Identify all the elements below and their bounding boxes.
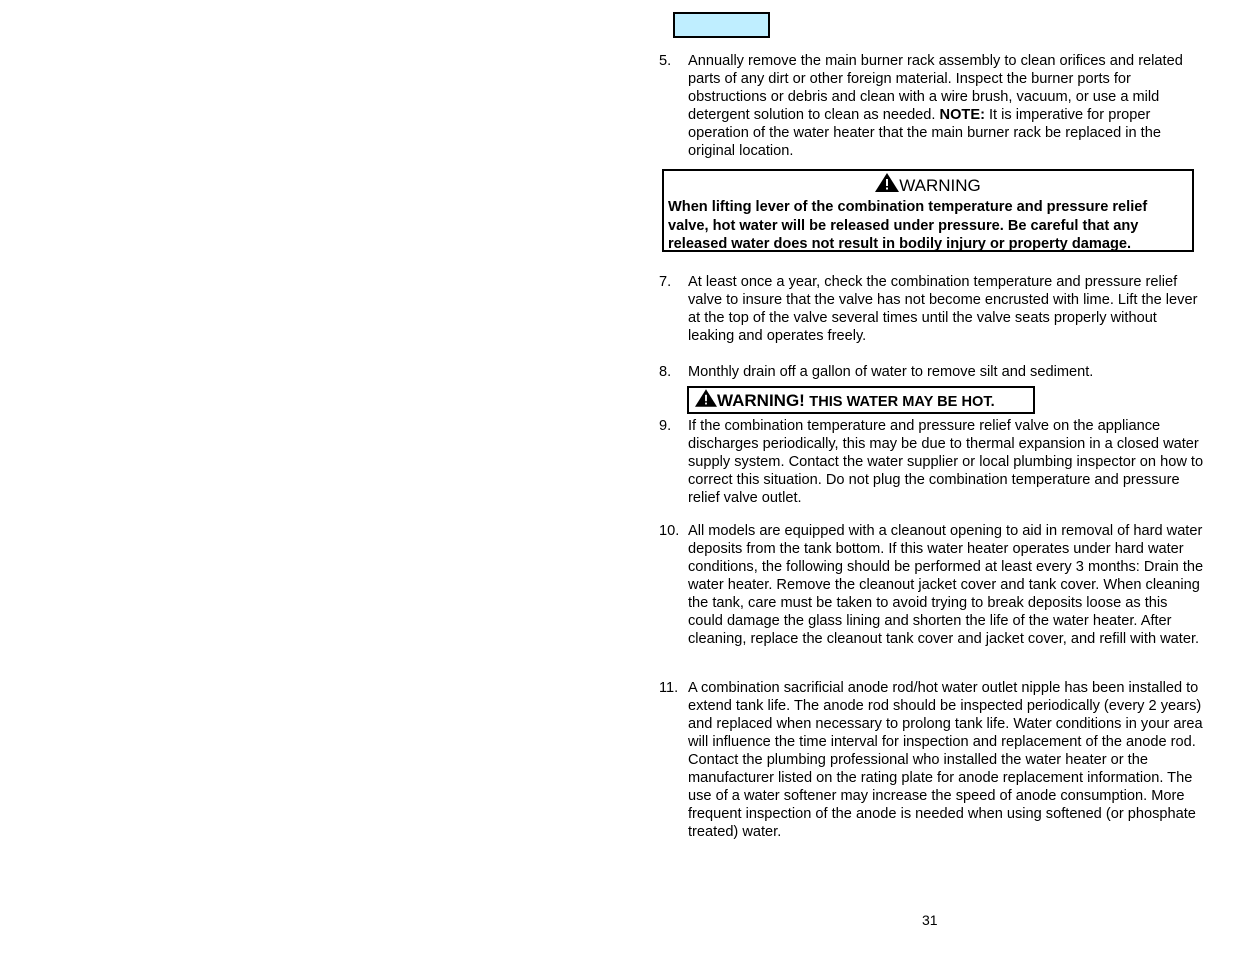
- section-header-box: [673, 12, 770, 38]
- warning-text: THIS WATER MAY BE HOT.: [809, 394, 995, 410]
- list-item-10: [659, 522, 1204, 648]
- item-number: 9.: [659, 418, 672, 434]
- item-text: [688, 52, 1204, 160]
- list-item-8: [659, 363, 1204, 381]
- item-text: At least once a year, check the combination temperature and pressure relief valve to insure that the valve has not become encrusted with lime. Lift the lever at the top of the valve several times until the valve seats properly without leaking and operates freely.: [688, 274, 1198, 344]
- warning-text: When lifting lever of the combination temperature and pressure relief valve, hot water will be released under pressure. Be careful that any released water does not result in bodily injury or property damage.: [668, 199, 1148, 252]
- item-text-part: It is imperative for proper operation of the water heater that the main burner rack be replaced in the original location.: [688, 107, 1161, 159]
- item-text: Monthly drain off a gallon of water to remove silt and sediment.: [688, 364, 1094, 380]
- item-number: 11.: [659, 680, 679, 696]
- warning-triangle-icon: [695, 389, 717, 412]
- page-number: 31: [922, 912, 938, 928]
- item-text: If the combination temperature and pressure relief valve on the appliance discharges periodically, this may be due to thermal expansion in a closed water supply system. Contact the water supplier or local plumbing inspector on how to correct this situation. Do not plug the combination temperature and pressure relief valve outlet.: [688, 418, 1204, 506]
- warning-box-hot-water: [687, 386, 1035, 414]
- item-number: 7.: [659, 274, 672, 290]
- item-text: All models are equipped with a cleanout opening to aid in removal of hard water deposits from the tank bottom. If this water heater operates under hard water conditions, the following should be performed at least every 3 months: Drain the water heater. Remove the cleanout jacket cover and tank cover. When cleaning the tank, care must be taken to avoid trying to break deposits loose as this could damage the glass lining and shorten the life of the water heater. After cleaning, replace the cleanout tank cover and jacket cover, and refill with water.: [688, 523, 1204, 647]
- item-number: 5.: [659, 53, 672, 69]
- list-item-9: [659, 417, 1204, 507]
- list-item-11: [659, 679, 1204, 841]
- item-number: 8.: [659, 364, 672, 380]
- item-number: 10.: [659, 523, 680, 539]
- list-item-5: [659, 52, 1204, 160]
- warning-title-text: WARNING!: [717, 391, 805, 410]
- warning-title-text: WARNING: [899, 176, 981, 195]
- list-item-7: [659, 273, 1204, 345]
- note-label: NOTE:: [939, 107, 985, 123]
- warning-triangle-icon: [875, 173, 899, 198]
- warning-title: [668, 173, 1188, 198]
- warning-box-relief-valve: [662, 169, 1194, 252]
- item-text-part: Annually remove the main burner rack assembly to clean orifices and related parts of any dirt or other foreign material. Inspect the burner ports for obstructions or debris and clean with a wire brush, vacuum, or use a mild detergent solution to clean as needed.: [688, 53, 1183, 123]
- item-text: A combination sacrificial anode rod/hot water outlet nipple has been installed to extend tank life. The anode rod should be inspected periodically (every 2 years) and replaced when necessary to prolong tank life. Water conditions in your area will influence the time interval for inspection and replacement of the anode rod. Contact the plumbing professional who installed the water heater or the manufacturer listed on the rating plate for anode replacement information. The use of a water softener may increase the speed of anode consumption. More frequent inspection of the anode is needed when using softened (or phosphate treated) water.: [688, 680, 1203, 840]
